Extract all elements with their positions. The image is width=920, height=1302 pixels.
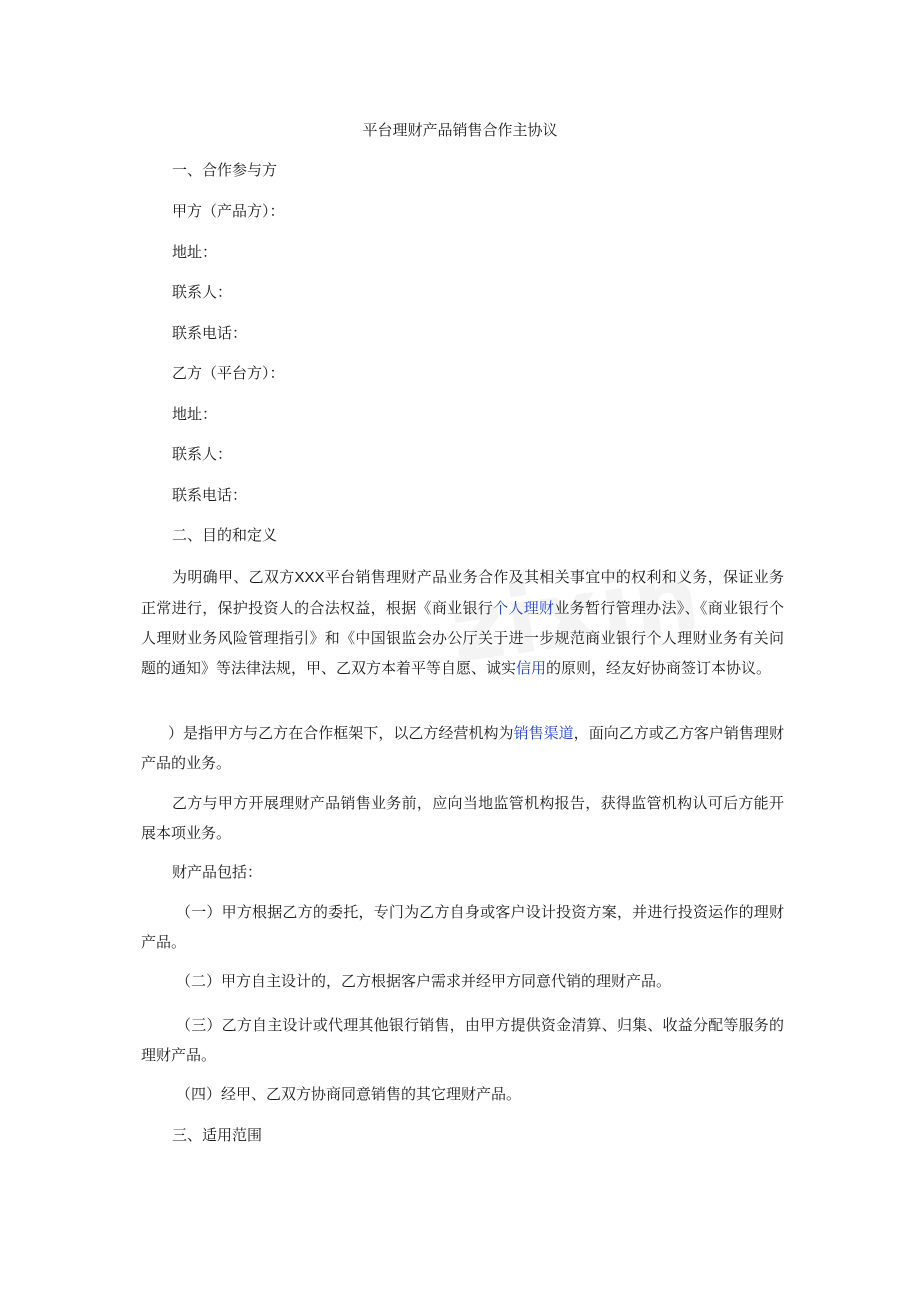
purpose-text-xxx: XXX xyxy=(294,569,325,586)
product-item-1: （一）甲方根据乙方的委托，专门为乙方自身或客户设计投资方案，并进行投资运作的理财产品。 xyxy=(141,903,784,951)
section-heading-scope: 三、适用范围 xyxy=(172,1126,263,1144)
products-intro: 财产品包括： xyxy=(172,863,263,881)
product-item-2: （二）甲方自主设计的，乙方根据客户需求并经甲方同意代销的理财产品。 xyxy=(176,972,672,990)
purpose-text-4: 的原则，经友好协商签订本协议。 xyxy=(546,659,772,677)
link-credit[interactable]: 信用 xyxy=(516,659,547,677)
purpose-text-1: 为明确甲、乙双方 xyxy=(172,568,295,586)
link-personal-finance[interactable]: 个人理财 xyxy=(493,599,555,617)
party-a-contact-label: 联系人： xyxy=(172,283,233,301)
definition-text-1: ）是指甲方与乙方在合作框架下，以乙方经营机构为 xyxy=(168,724,514,742)
purpose-paragraph xyxy=(141,562,784,683)
party-a-address-label: 地址： xyxy=(172,243,218,261)
section-heading-purpose: 二、目的和定义 xyxy=(172,526,278,544)
document-title: 平台理财产品销售合作主协议 xyxy=(362,121,558,139)
party-b-label: 乙方（平台方）： xyxy=(172,364,285,382)
product-item-3: （三）乙方自主设计或代理其他银行销售，由甲方提供资金清算、归集、收益分配等服务的理财产品。 xyxy=(141,1016,784,1064)
party-a-label: 甲方（产品方）： xyxy=(172,202,285,220)
party-b-phone-label: 联系电话： xyxy=(172,486,248,504)
regulatory-paragraph: 乙方与甲方开展理财产品销售业务前，应向当地监管机构报告，获得监管机构认可后方能开展本项业务。 xyxy=(141,794,784,842)
party-a-phone-label: 联系电话： xyxy=(172,324,248,342)
purpose-text-2: 平台销售理财产品业务合作及其相关事宜中的权利和义务，保证业务正常进行，保护投资人的合法权益，根据《商业银行 xyxy=(141,568,784,617)
party-b-contact-label: 联系人： xyxy=(172,445,233,463)
section-heading-parties: 一、合作参与方 xyxy=(172,161,278,179)
purpose-text-3: 业务暂行管理办法》、《商业银行个人理财业务风险管理指引》和《中国银监会办公厅关于进一步规范商业银行个人理财业务有关问题的通知》等法律法规，甲、乙双方本着平等自愿、诚实 xyxy=(141,599,784,677)
definition-text-2: ，面向乙方或乙方客户销售理财产品的业务。 xyxy=(141,724,784,772)
link-sales-channel[interactable]: 销售渠道 xyxy=(513,724,574,742)
party-b-address-label: 地址： xyxy=(172,405,218,423)
product-item-4: （四）经甲、乙双方协商同意销售的其它理财产品。 xyxy=(176,1085,522,1103)
definition-paragraph xyxy=(141,718,784,778)
